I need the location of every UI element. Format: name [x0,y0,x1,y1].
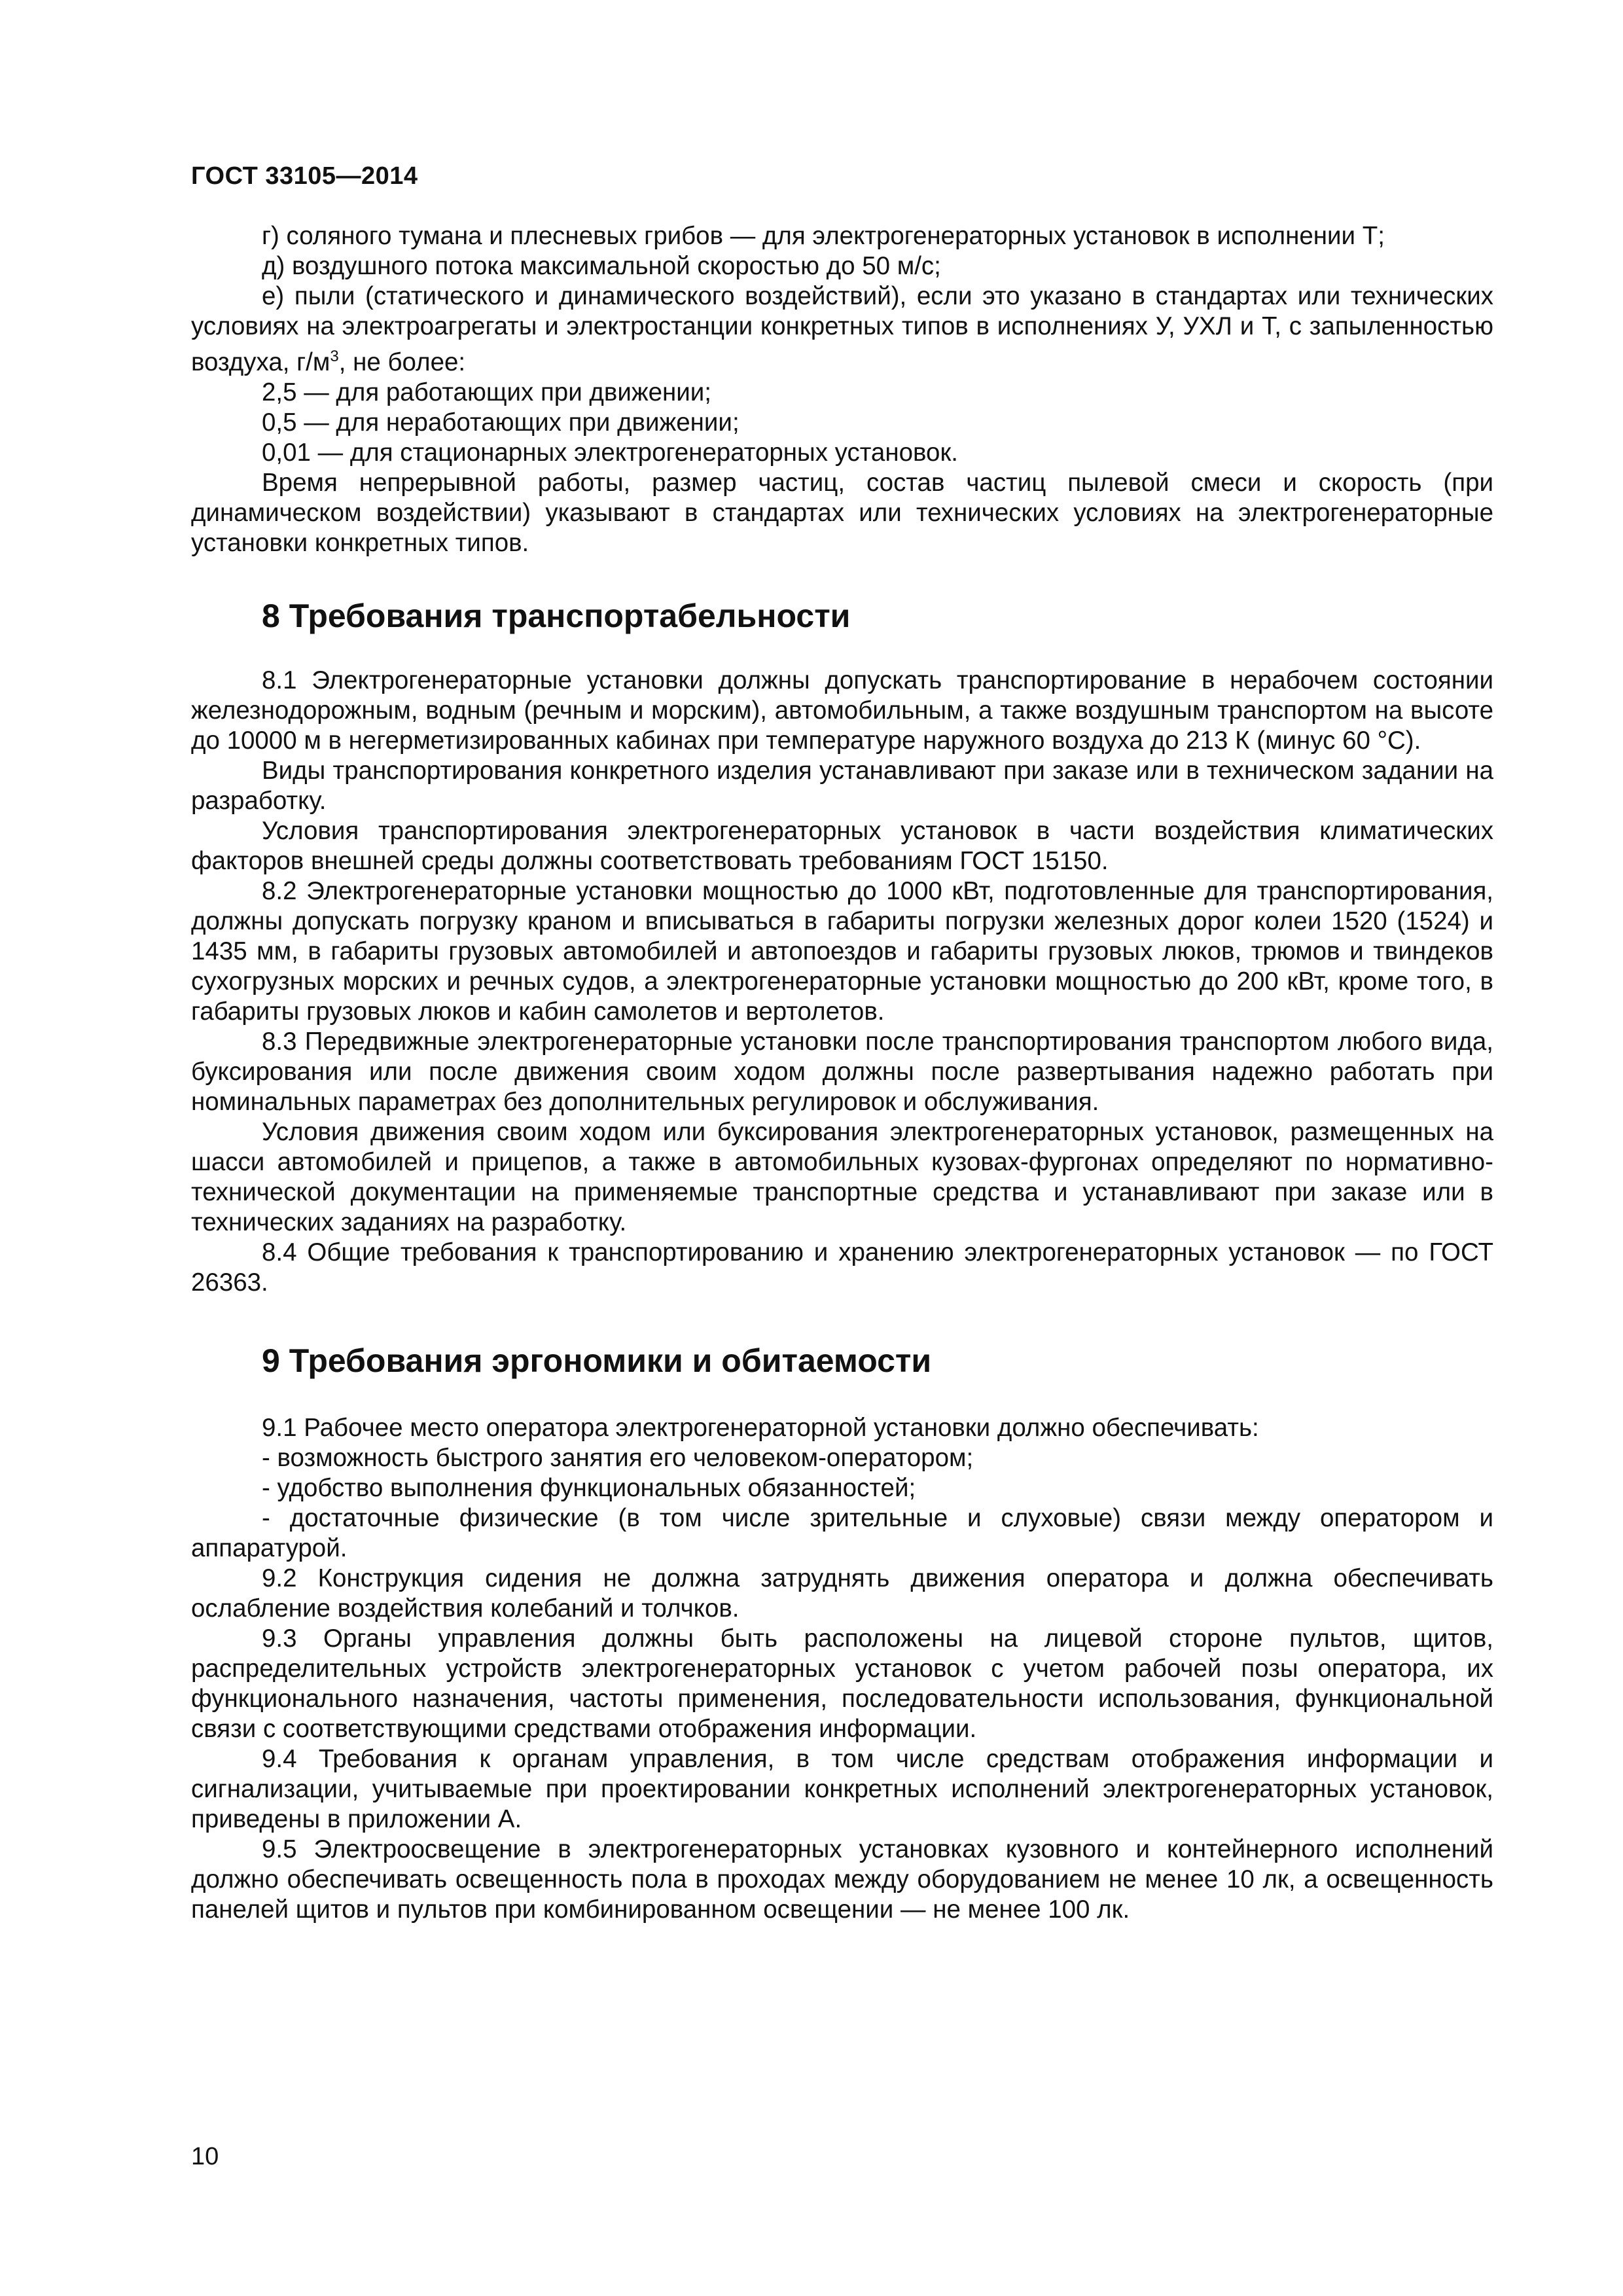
paragraph: 8.3 Передвижные электрогенераторные установки после транспортирования транспортом любого вида, буксирования или после движения своим ходом должны после развертывания надежно работать при номинальных параметрах без дополнительных регулировок и обслуживания. [191,1027,1493,1116]
paragraph: Условия транспортирования электрогенераторных установок в части воздействия климатических факторов внешней среды должны соответствовать требованиям ГОСТ 15150. [191,816,1493,875]
paragraph: 8.2 Электрогенераторные установки мощностью до 1000 кВт, подготовленные для транспортирования, должны допускать погрузку краном и вписываться в габариты погрузки железных дорог колеи 1520 (1524) и 1435 мм, в габариты грузовых автомобилей и автопоездов и габариты грузовых люков, трюмов и твиндеков сухогрузных морских и речных судов, а электрогенераторные установки мощностью до 200 кВт, кроме того, в габариты грузовых люков и кабин самолетов и вертолетов. [191,876,1493,1026]
list-item: - достаточные физические (в том числе зрительные и слуховые) связи между оператором и аппаратурой. [191,1503,1493,1562]
list-item: - возможность быстрого занятия его человеком-оператором; [262,1443,974,1472]
paragraph: д) воздушного потока максимальной скоростью до 50 м/с; [262,252,941,280]
paragraph-tail: , не более: [338,348,466,376]
page-number: 10 [191,2143,219,2170]
paragraph: 9.5 Электроосвещение в электрогенераторных установках кузовного и контейнерного исполнений должно обеспечивать освещенность пола в проходах между оборудованием не менее 10 лк, а освещенность панелей щитов и пультов при комбинированном освещении — не менее 100 лк. [191,1835,1493,1924]
document-body [191,221,1493,1925]
paragraph: Виды транспортирования конкретного изделия устанавливают при заказе или в техническом задании на разработку. [191,756,1493,815]
section-heading-8: 8 Требования транспортабельности [262,597,851,634]
paragraph: 8.1 Электрогенераторные установки должны допускать транспортирование в нерабочем состоянии железнодорожным, водным (речным и морским), автомобильным, а также воздушным транспортом на высоте до 10000 м в негерметизированных кабинах при температуре наружного воздуха до 213 К (минус 60 °С). [191,666,1493,755]
paragraph [191,281,1493,378]
paragraph: 0,01 — для стационарных электрогенераторных установок. [262,438,958,467]
paragraph: Время непрерывной работы, размер частиц, состав частиц пылевой смеси и скорость (при динамическом воздействии) указывают в стандартах или технических условиях на электрогенераторные установки конкретных типов. [191,468,1493,557]
paragraph-text: е) пыли (статического и динамического воздействий), если это указано в стандартах или технических условиях на электроагрегаты и электростанции конкретных типов в исполнениях У, УХЛ и Т, с запыленностью воздуха, г/м [191,282,1493,376]
superscript: 3 [330,348,339,365]
paragraph: 9.1 Рабочее место оператора электрогенераторной установки должно обеспечивать: [262,1413,1259,1442]
paragraph: 9.2 Конструкция сидения не должна затруднять движения оператора и должна обеспечивать ослабление воздействия колебаний и толчков. [191,1564,1493,1623]
paragraph: Условия движения своим ходом или буксирования электрогенераторных установок, размещенных на шасси автомобилей и прицепов, а также в автомобильных кузовах-фургонах определяют по нормативно-технической документации на применяемые транспортные средства и устанавливают при заказе или в технических заданиях на разработку. [191,1117,1493,1236]
paragraph: 9.3 Органы управления должны быть расположены на лицевой стороне пультов, щитов, распределительных устройств электрогенераторных установок с учетом рабочей позы оператора, их функционального назначения, частоты применения, последовательности использования, функциональной связи с соответствующими средствами отображения информации. [191,1624,1493,1743]
paragraph: 9.4 Требования к органам управления, в том числе средствам отображения информации и сигнализации, учитываемые при проектировании конкретных исполнений электрогенераторных установок, приведены в приложении А. [191,1744,1493,1833]
list-item: - удобство выполнения функциональных обязанностей; [262,1473,916,1502]
document-id-header: ГОСТ 33105—2014 [191,162,418,190]
paragraph: 8.4 Общие требования к транспортированию и хранению электрогенераторных установок — по ГОСТ 26363. [191,1238,1493,1297]
paragraph: г) соляного тумана и плесневых грибов — для электрогенераторных установок в исполнении Т; [262,222,1385,250]
paragraph: 0,5 — для неработающих при движении; [262,408,740,437]
paragraph: 2,5 — для работающих при движении; [262,378,711,406]
section-heading-9: 9 Требования эргономики и обитаемости [262,1342,932,1379]
